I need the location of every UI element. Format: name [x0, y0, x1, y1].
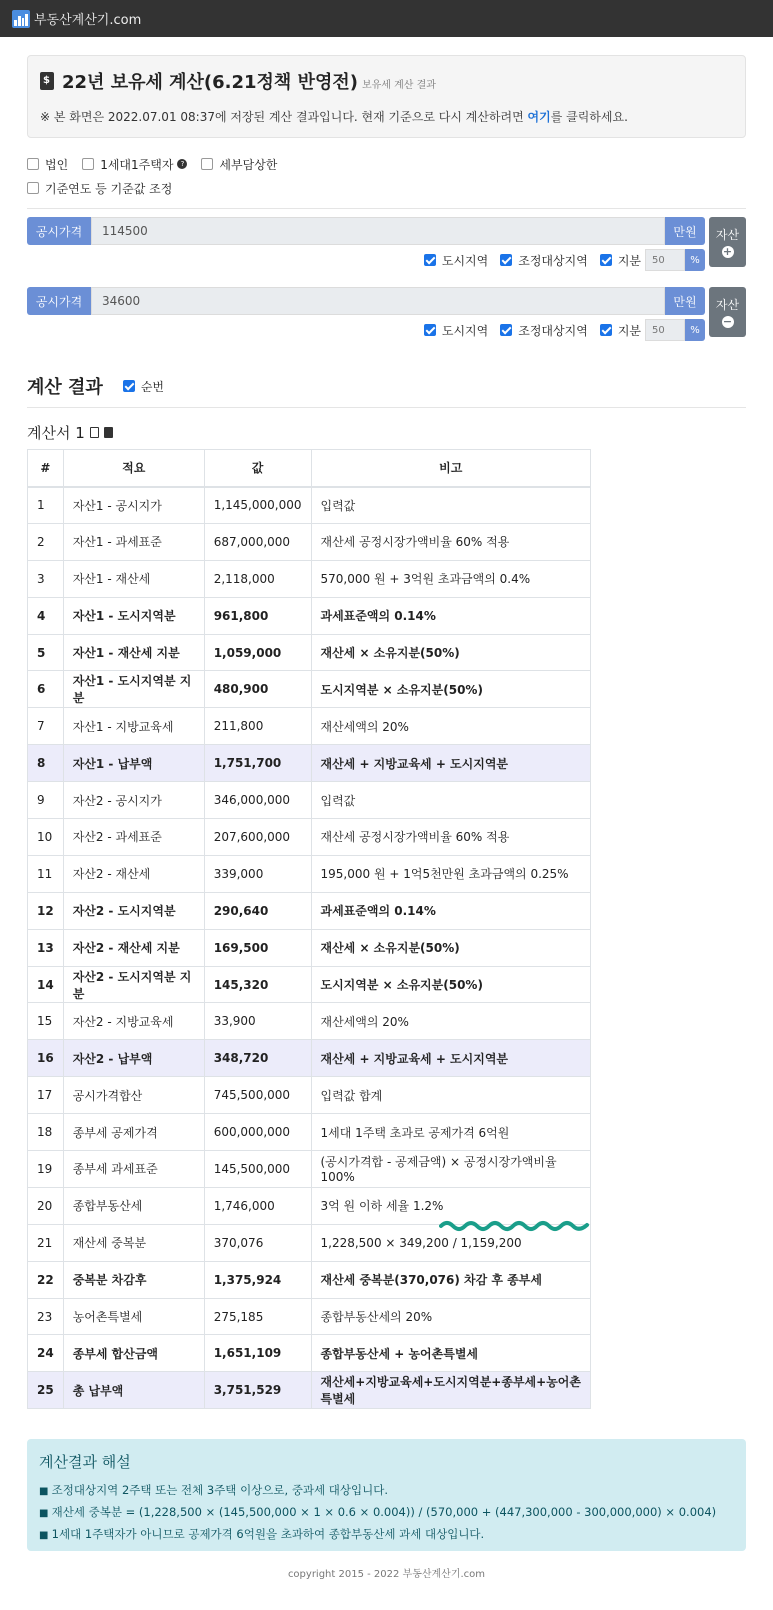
row-number: 11: [28, 855, 64, 892]
order-option[interactable]: 순번: [123, 378, 164, 395]
table-row: [28, 1003, 591, 1040]
table-row: [28, 487, 591, 524]
city-option[interactable]: 도시지역: [424, 252, 488, 269]
row-desc: 자산1 - 도시지역분 지분: [63, 671, 204, 708]
table-row: [28, 929, 591, 966]
row-value: 275,185: [204, 1298, 311, 1335]
row-note: 1세대 1주택 초과로 공제가격 6억원: [311, 1114, 591, 1151]
row-value: 745,500,000: [204, 1077, 311, 1114]
row-note: 입력값: [311, 782, 591, 819]
row-value: 1,059,000: [204, 634, 311, 671]
explanation-item: ■ 1세대 1주택자가 아니므로 공제가격 6억원을 초과하여 종합부동산세 과세 대상입니다.: [39, 1524, 734, 1546]
row-note: 과세표준액의 0.14%: [311, 892, 591, 929]
row-value: 145,500,000: [204, 1151, 311, 1188]
city-option[interactable]: 도시지역: [424, 322, 488, 339]
col-number: #: [28, 450, 64, 487]
row-desc: 자산2 - 과세표준: [63, 819, 204, 856]
one-house-option[interactable]: 1세대1주택자 ?: [82, 156, 187, 173]
table-row: [28, 560, 591, 597]
row-value: 480,900: [204, 671, 311, 708]
row-desc: 자산1 - 도시지역분: [63, 597, 204, 634]
divider: [27, 208, 746, 209]
divider: [27, 407, 746, 408]
table-row: [28, 1077, 591, 1114]
row-note: 1,228,500 × 349,200 / 1,159,200: [311, 1224, 591, 1261]
document-dollar-icon: [40, 72, 54, 90]
share-input[interactable]: 50: [645, 249, 685, 271]
row-number: 15: [28, 1003, 64, 1040]
row-desc: 자산2 - 공시지가: [63, 782, 204, 819]
row-desc: 재산세 중복분: [63, 1224, 204, 1261]
page-title: 22년 보유세 계산(6.21정책 반영전): [62, 72, 358, 93]
unit-label: 만원: [665, 287, 705, 315]
row-value: 2,118,000: [204, 560, 311, 597]
row-desc: 자산1 - 납부액: [63, 745, 204, 782]
corp-checkbox[interactable]: [27, 158, 39, 170]
row-desc: 자산1 - 과세표준: [63, 523, 204, 560]
row-value: 346,000,000: [204, 782, 311, 819]
table-row: [28, 1372, 591, 1409]
row-desc: 농어촌특별세: [63, 1298, 204, 1335]
row-number: 2: [28, 523, 64, 560]
table-row: [28, 745, 591, 782]
row-number: 13: [28, 929, 64, 966]
highlight-squiggle: [439, 1219, 591, 1233]
row-note: 도시지역분 × 소유지분(50%): [311, 966, 591, 1003]
table-row: [28, 782, 591, 819]
remove-asset-button[interactable]: 자산 −: [709, 287, 746, 337]
row-note: 3억 원 이하 세율 1.2%: [311, 1187, 591, 1224]
row-value: 207,600,000: [204, 819, 311, 856]
row-value: 370,076: [204, 1224, 311, 1261]
one-house-checkbox[interactable]: [82, 158, 94, 170]
base-adjust-checkbox[interactable]: [27, 182, 39, 194]
row-number: 25: [28, 1372, 64, 1409]
table-row: [28, 1298, 591, 1335]
row-desc: 종합부동산세: [63, 1187, 204, 1224]
row-desc: 자산2 - 재산세 지분: [63, 929, 204, 966]
table-row: [28, 892, 591, 929]
regulated-checkbox[interactable]: [500, 324, 512, 336]
row-number: 4: [28, 597, 64, 634]
row-desc: 종부세 공제가격: [63, 1114, 204, 1151]
row-note: 재산세액의 20%: [311, 708, 591, 745]
city-checkbox[interactable]: [424, 324, 436, 336]
row-note: 570,000 원 + 3억원 초과금액의 0.4%: [311, 560, 591, 597]
row-number: 24: [28, 1335, 64, 1372]
asset-2: [27, 287, 746, 341]
navbar: [0, 0, 773, 37]
row-note: 종합부동산세의 20%: [311, 1298, 591, 1335]
plus-circle-icon: +: [722, 245, 733, 258]
row-desc: 중복분 차감후: [63, 1261, 204, 1298]
row-desc: 자산1 - 재산세: [63, 560, 204, 597]
share-checkbox[interactable]: [600, 324, 612, 336]
row-note: 과세표준액의 0.14%: [311, 597, 591, 634]
table-row: [28, 1040, 591, 1077]
excel-icon[interactable]: [104, 427, 113, 438]
share-checkbox[interactable]: [600, 254, 612, 266]
explanation-item: ■ 조정대상지역 2주택 또는 전체 3주택 이상으로, 중과세 대상입니다.: [39, 1480, 734, 1502]
regulated-checkbox[interactable]: [500, 254, 512, 266]
explanation-title: 계산결과 해설: [39, 1453, 131, 1472]
minus-circle-icon: −: [722, 315, 733, 328]
price-input[interactable]: 34600: [91, 287, 665, 315]
cap-option[interactable]: 세부담상한: [201, 156, 277, 173]
sheet-title: 계산서 1: [27, 424, 85, 442]
row-note: 도시지역분 × 소유지분(50%): [311, 671, 591, 708]
row-value: 1,751,700: [204, 745, 311, 782]
corp-option[interactable]: 법인: [27, 156, 68, 173]
row-number: 14: [28, 966, 64, 1003]
footer: copyright 2015 - 2022 부동산계산기.com: [287, 1569, 486, 1581]
row-number: 20: [28, 1187, 64, 1224]
row-desc: 종부세 과세표준: [63, 1151, 204, 1188]
logo-icon[interactable]: [12, 10, 30, 28]
table-row: [28, 819, 591, 856]
row-desc: 자산1 - 지방교육세: [63, 708, 204, 745]
row-desc: 총 납부액: [63, 1372, 204, 1409]
row-value: 339,000: [204, 855, 311, 892]
regulated-option[interactable]: 조정대상지역: [500, 252, 588, 269]
row-value: 348,720: [204, 1040, 311, 1077]
share-input[interactable]: 50: [645, 319, 685, 341]
row-note: 재산세 × 소유지분(50%): [311, 634, 591, 671]
copy-icon[interactable]: [90, 427, 99, 438]
col-value: 값: [204, 450, 311, 487]
row-number: 23: [28, 1298, 64, 1335]
row-note: 입력값: [311, 487, 591, 524]
row-desc: 자산2 - 재산세: [63, 855, 204, 892]
table-row: [28, 597, 591, 634]
row-value: 1,375,924: [204, 1261, 311, 1298]
price-input[interactable]: 114500: [91, 217, 665, 245]
col-desc: 적요: [63, 450, 204, 487]
result-title: 계산 결과: [27, 377, 103, 398]
row-value: 1,746,000: [204, 1187, 311, 1224]
row-desc: 공시가격합산: [63, 1077, 204, 1114]
row-note: 재산세+지방교육세+도시지역분+종부세+농어촌특별세: [311, 1372, 591, 1409]
price-label: 공시가격: [27, 217, 91, 245]
add-asset-button[interactable]: 자산 +: [709, 217, 746, 267]
row-note: 재산세액의 20%: [311, 1003, 591, 1040]
recalculate-link[interactable]: 여기: [527, 110, 551, 124]
table-row: [28, 1335, 591, 1372]
brand-link[interactable]: 부동산계산기.com: [34, 13, 142, 28]
percent-label: %: [685, 249, 705, 271]
saved-notice: ※ 본 화면은 2022.07.01 08:37에 저장된 계산 결과입니다. 현재 기준으로 다시 계산하려면 여기를 클릭하세요.: [40, 110, 628, 124]
row-note: 재산세 공정시장가액비율 60% 적용: [311, 523, 591, 560]
row-value: 1,145,000,000: [204, 487, 311, 524]
result-table: [27, 449, 591, 1409]
table-row: [28, 966, 591, 1003]
row-desc: 자산1 - 공시지가: [63, 487, 204, 524]
row-number: 7: [28, 708, 64, 745]
row-note: 재산세 중복분(370,076) 차감 후 종부세: [311, 1261, 591, 1298]
order-checkbox[interactable]: [123, 380, 135, 392]
regulated-option[interactable]: 조정대상지역: [500, 322, 588, 339]
table-row: [28, 634, 591, 671]
row-value: 600,000,000: [204, 1114, 311, 1151]
explanation-item: ■ 재산세 중복분 = (1,228,500 × (145,500,000 × 1 × 0.6 × 0.004)) / (570,000 + (447,300,000 - 300,000,000) × 0.004): [39, 1502, 734, 1524]
row-value: 1,651,109: [204, 1335, 311, 1372]
price-label: 공시가격: [27, 287, 91, 315]
row-number: 5: [28, 634, 64, 671]
row-number: 1: [28, 487, 64, 524]
row-desc: 자산2 - 지방교육세: [63, 1003, 204, 1040]
row-value: 169,500: [204, 929, 311, 966]
row-note: 195,000 원 + 1억5천만원 초과금액의 0.25%: [311, 855, 591, 892]
table-row: [28, 855, 591, 892]
row-number: 6: [28, 671, 64, 708]
row-value: 290,640: [204, 892, 311, 929]
row-note: 재산세 × 소유지분(50%): [311, 929, 591, 966]
row-desc: 자산2 - 도시지역분 지분: [63, 966, 204, 1003]
row-number: 9: [28, 782, 64, 819]
share-option[interactable]: 지분: [600, 322, 641, 339]
row-number: 19: [28, 1151, 64, 1188]
city-checkbox[interactable]: [424, 254, 436, 266]
asset-1: [27, 217, 746, 271]
row-number: 10: [28, 819, 64, 856]
row-number: 12: [28, 892, 64, 929]
table-row: [28, 1151, 591, 1188]
table-row: [28, 671, 591, 708]
row-number: 21: [28, 1224, 64, 1261]
help-icon[interactable]: ?: [177, 159, 187, 169]
row-number: 8: [28, 745, 64, 782]
table-row: [28, 1261, 591, 1298]
base-adjust-option[interactable]: 기준연도 등 기준값 조정: [27, 180, 172, 197]
row-value: 33,900: [204, 1003, 311, 1040]
table-row: [28, 523, 591, 560]
row-value: 211,800: [204, 708, 311, 745]
row-value: 3,751,529: [204, 1372, 311, 1409]
col-note: 비고: [311, 450, 591, 487]
row-number: 16: [28, 1040, 64, 1077]
row-number: 3: [28, 560, 64, 597]
row-desc: 자산2 - 납부액: [63, 1040, 204, 1077]
row-note: 재산세 + 지방교육세 + 도시지역분: [311, 745, 591, 782]
row-note: 재산세 공정시장가액비율 60% 적용: [311, 819, 591, 856]
percent-label: %: [685, 319, 705, 341]
page-subtitle: 보유세 계산 결과: [361, 80, 436, 91]
row-value: 145,320: [204, 966, 311, 1003]
explanation-box: [27, 1439, 746, 1551]
row-value: 961,800: [204, 597, 311, 634]
row-desc: 종부세 합산금액: [63, 1335, 204, 1372]
unit-label: 만원: [665, 217, 705, 245]
row-value: 687,000,000: [204, 523, 311, 560]
table-row: [28, 1114, 591, 1151]
table-row: [28, 708, 591, 745]
row-note: (공시가격합 - 공제금액) × 공정시장가액비율 100%: [311, 1151, 591, 1188]
row-note: 재산세 + 지방교육세 + 도시지역분: [311, 1040, 591, 1077]
row-note: 종합부동산세 + 농어촌특별세: [311, 1335, 591, 1372]
row-number: 17: [28, 1077, 64, 1114]
share-option[interactable]: 지분: [600, 252, 641, 269]
row-note: 입력값 합계: [311, 1077, 591, 1114]
row-desc: 자산2 - 도시지역분: [63, 892, 204, 929]
header-card: [27, 55, 746, 138]
row-number: 18: [28, 1114, 64, 1151]
row-number: 22: [28, 1261, 64, 1298]
cap-checkbox[interactable]: [201, 158, 213, 170]
row-desc: 자산1 - 재산세 지분: [63, 634, 204, 671]
